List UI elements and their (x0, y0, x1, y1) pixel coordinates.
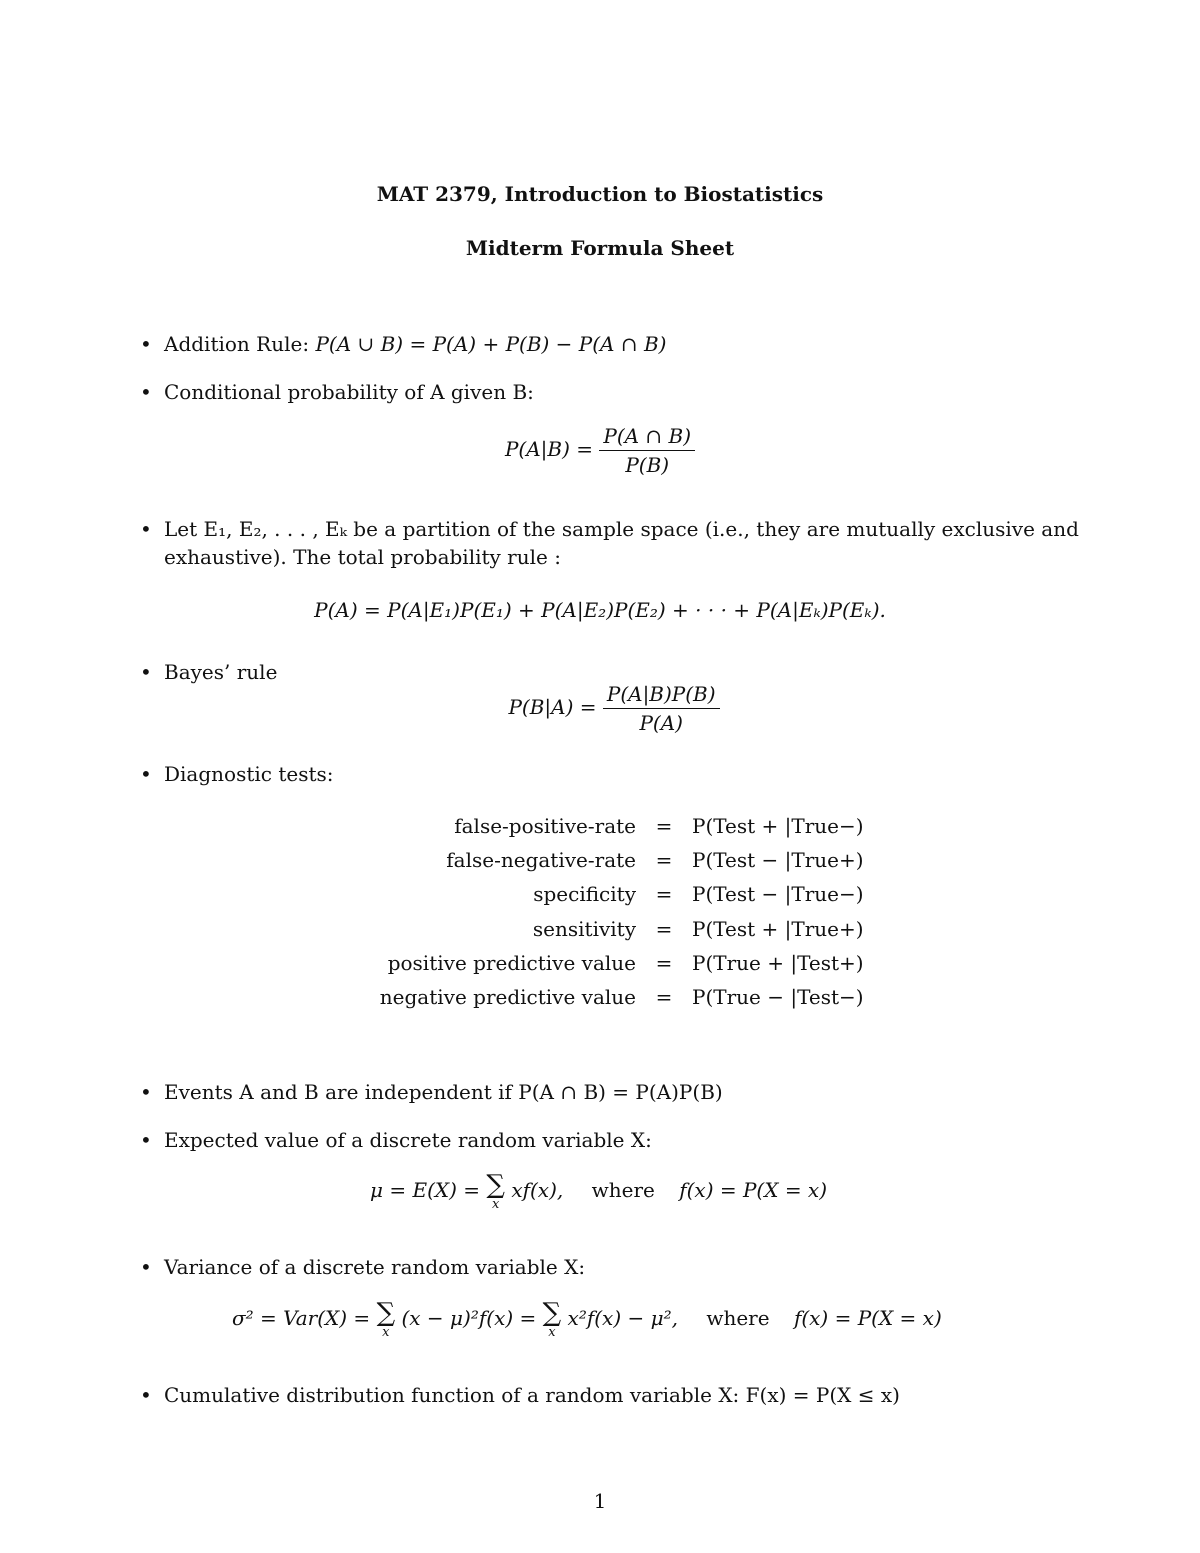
variance-label: Variance of a discrete random variable X: (164, 1255, 586, 1279)
diagnostic-row-name: positive predictive value (387, 951, 636, 975)
sum-subscript: x (382, 1325, 390, 1340)
diagnostic-equals: = (655, 882, 673, 906)
addition-rule (164, 332, 666, 356)
diagnostic-row-value: P(Test − |True−) (692, 882, 864, 906)
addition-rule-label: Addition Rule: (164, 332, 316, 356)
bayes-numerator: P(A|B)P(B) (603, 682, 720, 709)
variance-lhs: σ² = Var(X) = (232, 1306, 371, 1330)
total-prob-text-line2: exhaustive). The total probability rule : (164, 545, 561, 569)
diagnostic-row-value: P(Test + |True+) (692, 917, 864, 941)
sum-subscript: x (492, 1197, 500, 1212)
variance-rhs: x²f(x) − μ², (567, 1306, 678, 1330)
bayes-denominator: P(A) (639, 711, 683, 735)
bayes-lhs: P(B|A) = (508, 695, 597, 719)
conditional-fraction (599, 424, 695, 477)
bullet-icon: • (140, 517, 152, 541)
bullet-icon: • (140, 660, 152, 684)
diagnostic-label: Diagnostic tests: (164, 762, 334, 786)
sum-icon (486, 1172, 505, 1211)
where-text: where (706, 1306, 770, 1330)
bullet-icon: • (140, 380, 152, 404)
sum-symbol: ∑ (376, 1298, 396, 1328)
addition-rule-formula: P(A ∪ B) = P(A) + P(B) − P(A ∩ B) (315, 332, 667, 356)
diagnostic-row-name: false-positive-rate (454, 814, 636, 838)
variance-formula (232, 1300, 942, 1339)
sum-symbol: ∑ (486, 1170, 505, 1200)
bullet-icon: • (140, 762, 152, 786)
sum-subscript: x (548, 1325, 556, 1340)
diagnostic-equals: = (655, 814, 673, 838)
expected-label: Expected value of a discrete random variable X: (164, 1128, 652, 1152)
bayes-label: Bayes’ rule (164, 660, 278, 684)
diagnostic-row-value: P(Test − |True+) (692, 848, 864, 872)
bullet-icon: • (140, 332, 152, 356)
conditional-lhs: P(A|B) = (504, 437, 593, 461)
diagnostic-equals: = (655, 848, 673, 872)
variance-mid: (x − μ)²f(x) = (401, 1306, 537, 1330)
independence-statement: Events A and B are independent if P(A ∩ B) = P(A)P(B) (164, 1080, 723, 1104)
bayes-formula (0, 682, 1200, 735)
diagnostic-row-name: false-negative-rate (446, 848, 636, 872)
diagnostic-row-value: P(True − |Test−) (692, 985, 864, 1009)
sum-icon (377, 1300, 396, 1339)
expected-rhs: xf(x), (511, 1178, 564, 1202)
diagnostic-row-name: specificity (533, 882, 636, 906)
expected-formula (370, 1172, 827, 1211)
bullet-icon: • (140, 1128, 152, 1152)
cdf-statement: Cumulative distribution function of a random variable X: F(x) = P(X ≤ x) (164, 1383, 900, 1407)
conditional-denominator: P(B) (625, 453, 670, 477)
conditional-formula (0, 424, 1200, 477)
sum-symbol: ∑ (542, 1298, 562, 1328)
variance-pmf: f(x) = P(X = x) (793, 1306, 942, 1330)
bayes-fraction (603, 682, 720, 735)
diagnostic-row-value: P(True + |Test+) (692, 951, 864, 975)
diagnostic-equals: = (655, 917, 673, 941)
bullet-icon: • (140, 1383, 152, 1407)
diagnostic-row-value: P(Test + |True−) (692, 814, 864, 838)
expected-lhs: μ = E(X) = (370, 1178, 481, 1202)
bullet-icon: • (140, 1080, 152, 1104)
course-title: MAT 2379, Introduction to Biostatistics (376, 182, 824, 206)
diagnostic-row-name: sensitivity (532, 917, 636, 941)
conditional-label: Conditional probability of A given B: (164, 380, 534, 404)
sum-icon (543, 1300, 562, 1339)
where-text: where (591, 1178, 655, 1202)
diagnostic-equals: = (655, 985, 673, 1009)
diagnostic-row-name: negative predictive value (379, 985, 636, 1009)
expected-pmf: f(x) = P(X = x) (679, 1178, 828, 1202)
bullet-icon: • (140, 1255, 152, 1279)
total-prob-formula: P(A) = P(A|E₁)P(E₁) + P(A|E₂)P(E₂) + · · · + P(A|Eₖ)P(Eₖ). (314, 598, 886, 622)
sheet-title: Midterm Formula Sheet (465, 236, 735, 260)
diagnostic-equals: = (655, 951, 673, 975)
page-number: 1 (593, 1489, 607, 1513)
conditional-numerator: P(A ∩ B) (599, 424, 695, 451)
total-prob-text-line1: Let E₁, E₂, . . . , Eₖ be a partition of the sample space (i.e., they are mutually exclusive and (164, 517, 1079, 541)
